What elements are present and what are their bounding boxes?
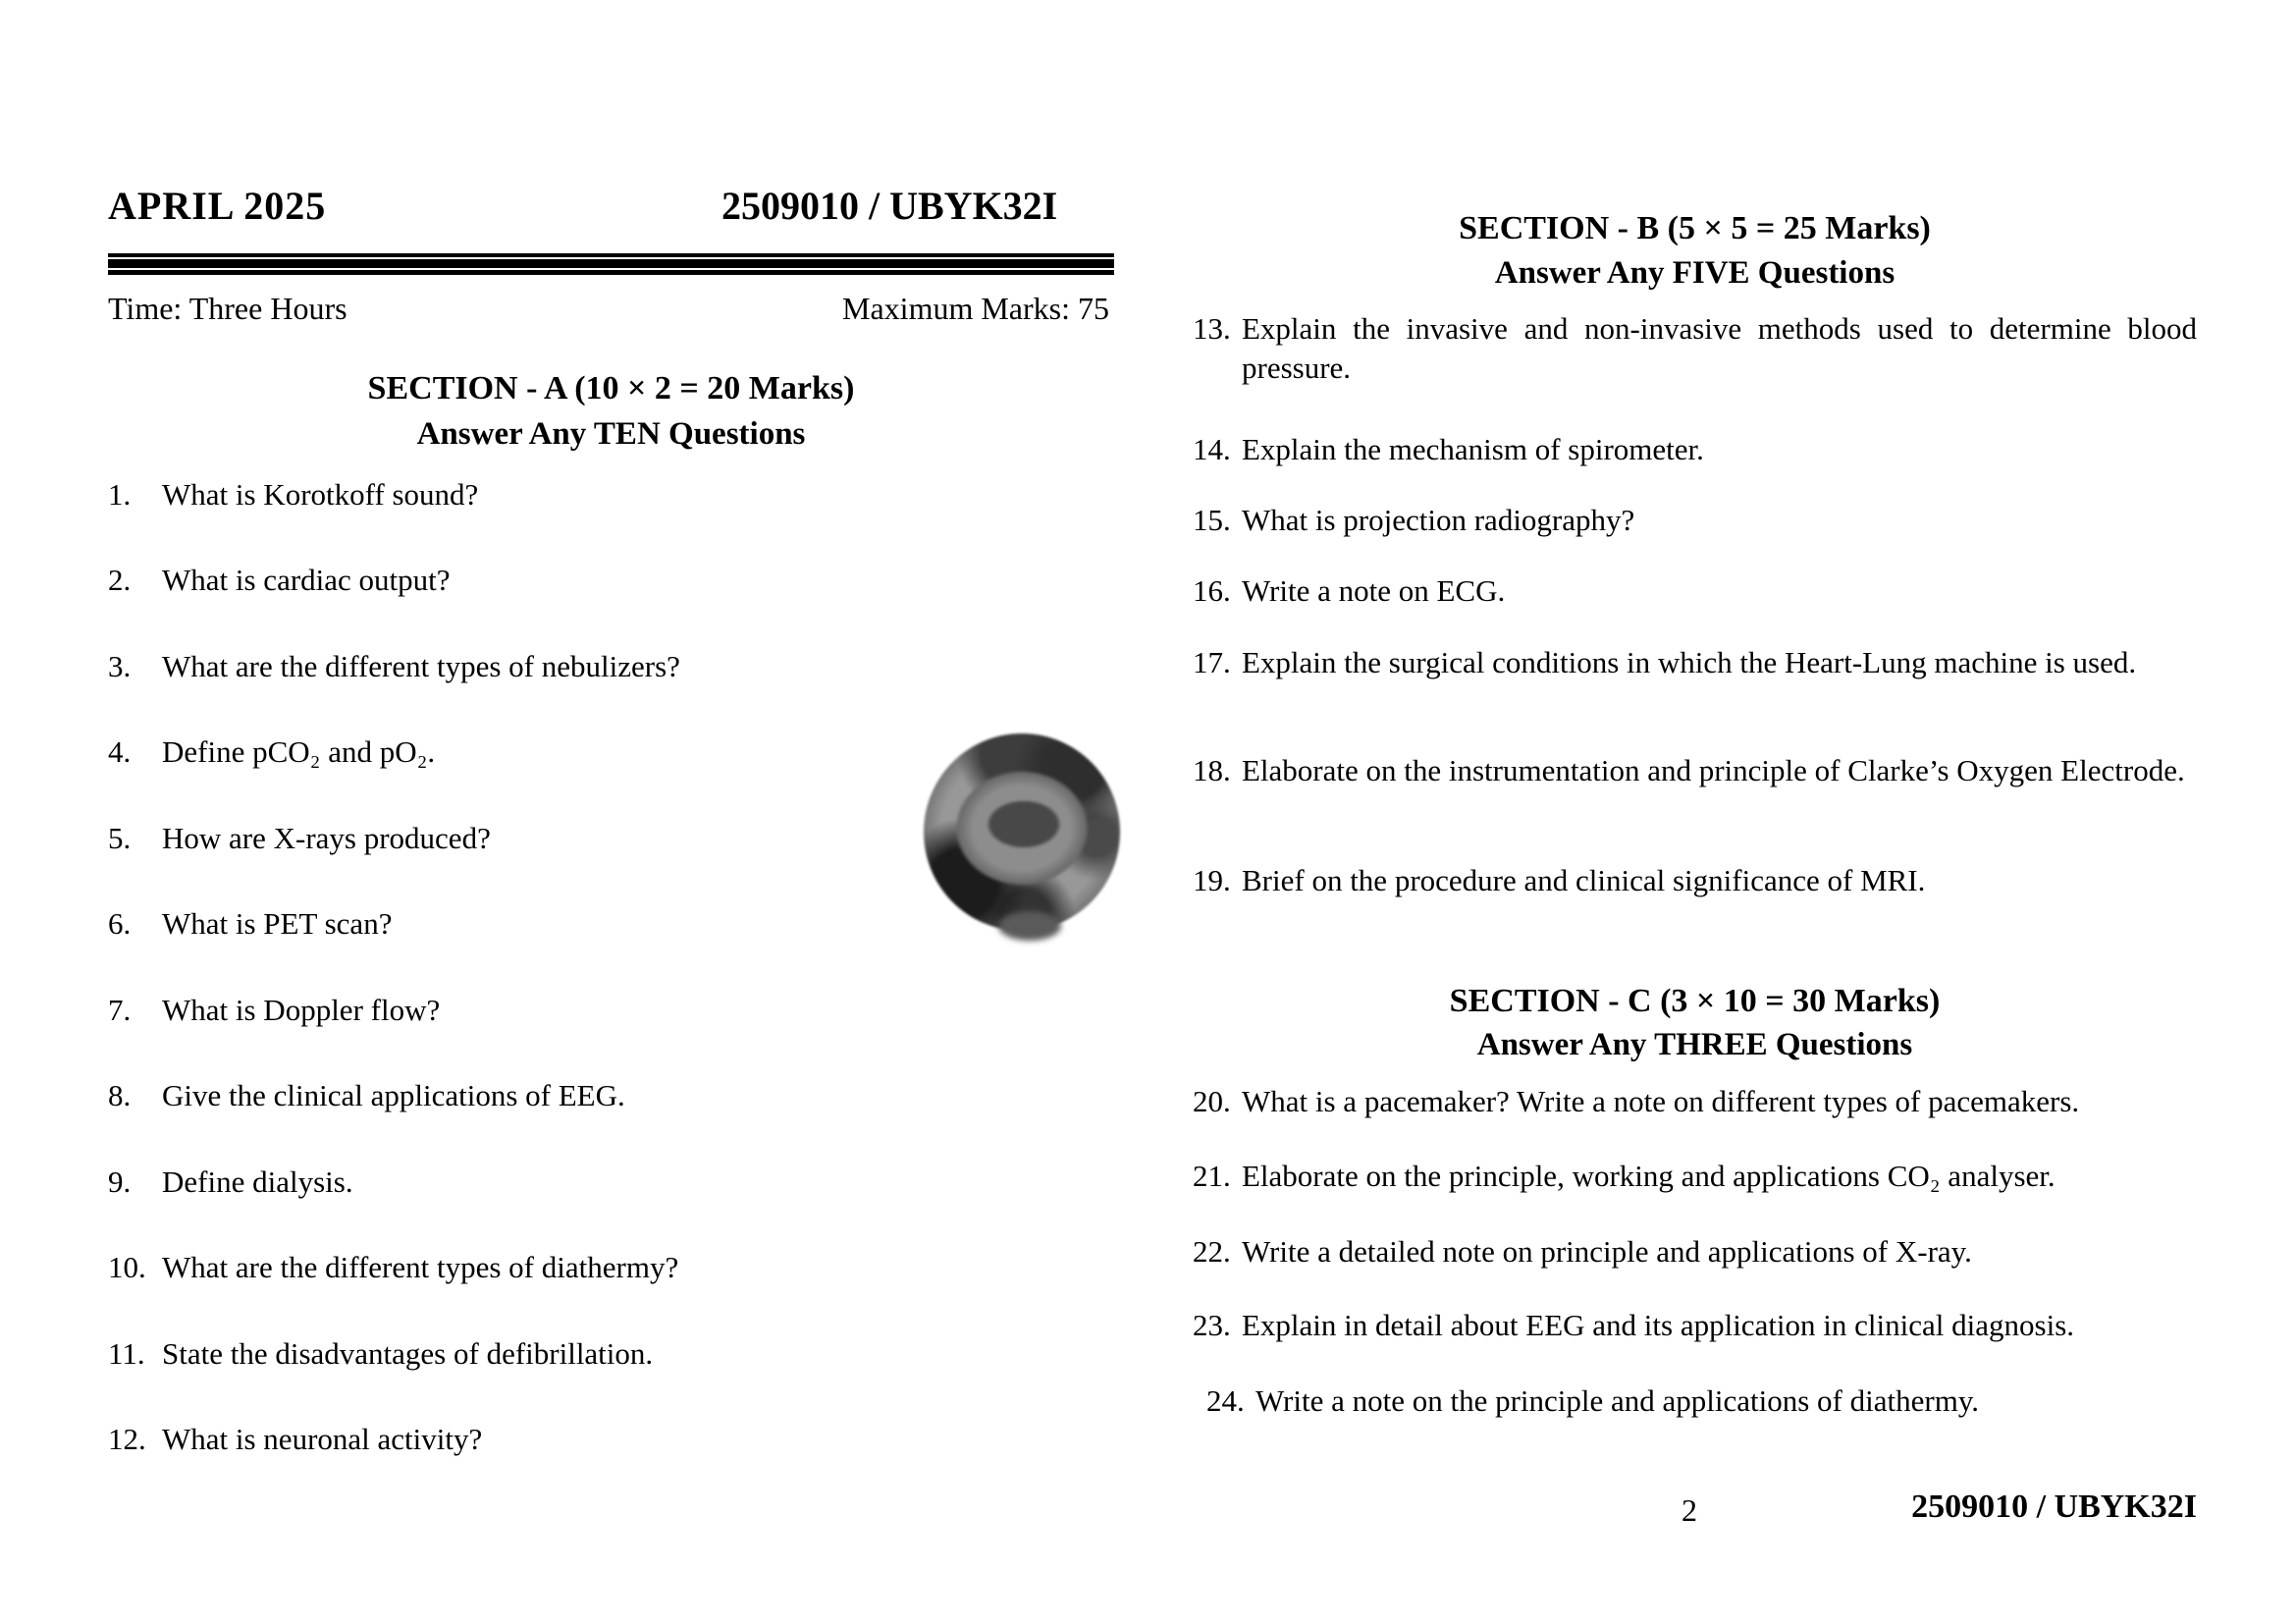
question-text: What is Doppler flow? xyxy=(162,993,441,1027)
question-text: Define pCO₂ and pO₂. xyxy=(162,734,436,769)
exam-session-date: APRIL 2025 xyxy=(108,184,327,228)
question-9 xyxy=(108,1163,1114,1202)
question-number: 19. xyxy=(1193,863,1231,897)
question-18 xyxy=(1193,751,2197,790)
question-14 xyxy=(1193,430,2197,469)
question-1 xyxy=(108,475,1114,514)
question-10 xyxy=(108,1248,1114,1287)
question-text: What are the different types of diathermy? xyxy=(162,1250,679,1284)
question-19 xyxy=(1193,861,2197,900)
question-number: 8. xyxy=(108,1078,132,1112)
maximum-marks: Maximum Marks: 75 xyxy=(842,291,1109,326)
question-text: What is neuronal activity? xyxy=(162,1422,483,1456)
question-number: 16. xyxy=(1193,573,1231,608)
paper-code-footer: 2509010 / UBYK32I xyxy=(1911,1489,2197,1525)
question-20 xyxy=(1193,1082,2197,1121)
question-text: Explain the surgical conditions in which the Heart-Lung machine is used. xyxy=(1242,645,2137,679)
exam-duration: Time: Three Hours xyxy=(108,291,347,326)
question-24 xyxy=(1206,1381,2211,1421)
question-11 xyxy=(108,1334,1114,1374)
section-b-title: SECTION - B (5 × 5 = 25 Marks) xyxy=(1459,210,1931,246)
question-12 xyxy=(108,1420,1114,1459)
question-21 xyxy=(1193,1157,2197,1196)
question-number: 22. xyxy=(1193,1234,1231,1269)
question-text: Brief on the procedure and clinical significance of MRI. xyxy=(1242,863,1926,897)
question-2 xyxy=(108,561,1114,600)
question-16 xyxy=(1193,571,2197,611)
question-13 xyxy=(1193,309,2197,388)
question-number: 2. xyxy=(108,563,132,597)
question-number: 12. xyxy=(108,1422,146,1456)
question-text: What is PET scan? xyxy=(162,906,393,941)
question-text: Elaborate on the principle, working and applications CO₂ analyser. xyxy=(1242,1159,2056,1193)
question-number: 4. xyxy=(108,734,132,769)
question-number: 11. xyxy=(108,1336,145,1371)
section-b-subtitle: Answer Any FIVE Questions xyxy=(1494,255,1896,291)
section-c-title: SECTION - C (3 × 10 = 30 Marks) xyxy=(1449,983,1941,1019)
question-number: 9. xyxy=(108,1164,132,1199)
question-number: 18. xyxy=(1193,753,1231,787)
question-number: 17. xyxy=(1193,645,1231,679)
question-number: 23. xyxy=(1193,1308,1231,1342)
question-number: 3. xyxy=(108,649,132,683)
question-number: 13. xyxy=(1193,311,1231,346)
question-text: What is Korotkoff sound? xyxy=(162,477,479,512)
question-text: Explain the invasive and non-invasive methods used to determine blood pressure. xyxy=(1242,311,2197,385)
question-text: Elaborate on the instrumentation and principle of Clarke’s Oxygen Electrode. xyxy=(1242,753,2185,787)
question-text: How are X-rays produced? xyxy=(162,821,491,855)
seal-stamp-image xyxy=(924,733,1120,931)
header-divider-rule xyxy=(108,253,1114,275)
question-3 xyxy=(108,647,1114,686)
question-number: 7. xyxy=(108,993,132,1027)
question-15 xyxy=(1193,501,2197,540)
question-number: 1. xyxy=(108,477,132,512)
question-number: 6. xyxy=(108,906,132,941)
question-number: 10. xyxy=(108,1250,146,1284)
question-23 xyxy=(1193,1306,2197,1345)
question-text: Write a detailed note on principle and applications of X-ray. xyxy=(1242,1234,1972,1269)
question-text: Write a note on the principle and applications of diathermy. xyxy=(1255,1383,1980,1418)
question-text: Write a note on ECG. xyxy=(1242,573,1506,608)
question-text: Explain in detail about EEG and its application in clinical diagnosis. xyxy=(1242,1308,2075,1342)
question-17 xyxy=(1193,643,2197,682)
question-number: 5. xyxy=(108,821,132,855)
question-7 xyxy=(108,991,1114,1030)
question-number: 14. xyxy=(1193,432,1231,466)
question-text: What is projection radiography? xyxy=(1242,503,1635,537)
section-a-title: SECTION - A (10 × 2 = 20 Marks) xyxy=(367,370,855,406)
page-number: 2 xyxy=(1682,1492,1697,1528)
question-text: What are the different types of nebulizers? xyxy=(162,649,680,683)
paper-code-header: 2509010 / UBYK32I xyxy=(721,184,1058,228)
question-text: Explain the mechanism of spirometer. xyxy=(1242,432,1704,466)
question-number: 21. xyxy=(1193,1159,1231,1193)
question-number: 20. xyxy=(1193,1084,1231,1118)
question-text: Give the clinical applications of EEG. xyxy=(162,1078,625,1112)
question-text: What is a pacemaker? Write a note on different types of pacemakers. xyxy=(1242,1084,2080,1118)
question-8 xyxy=(108,1076,1114,1115)
question-number: 15. xyxy=(1193,503,1231,537)
question-text: State the disadvantages of defibrillation. xyxy=(162,1336,654,1371)
question-number: 24. xyxy=(1206,1383,1245,1418)
question-22 xyxy=(1193,1232,2197,1272)
section-c-subtitle: Answer Any THREE Questions xyxy=(1476,1027,1913,1062)
section-a-subtitle: Answer Any TEN Questions xyxy=(416,416,806,452)
question-text: What is cardiac output? xyxy=(162,563,451,597)
question-text: Define dialysis. xyxy=(162,1164,353,1199)
